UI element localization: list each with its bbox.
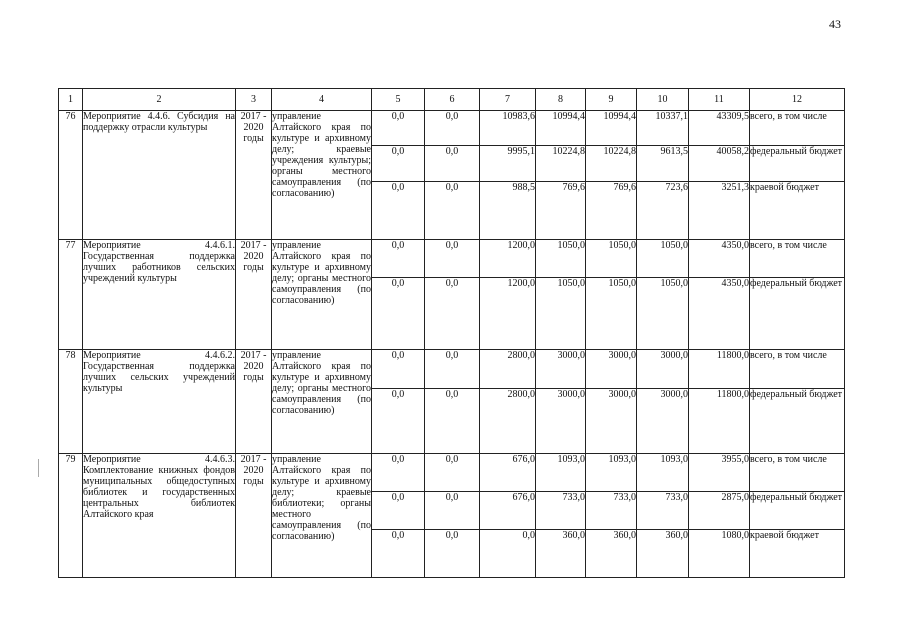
value-cell: 4350,0 (689, 278, 750, 350)
value-cell: 1093,0 (536, 454, 586, 492)
value-cell: 0,0 (425, 240, 480, 278)
value-cell: 676,0 (480, 454, 536, 492)
measure-description: Мероприятие 4.4.6.2. Государственная поддержка лучших сельских учреждений культуры (83, 350, 236, 454)
table-row (59, 240, 845, 278)
funding-source: краевой бюджет (750, 530, 845, 578)
value-cell: 2800,0 (480, 350, 536, 389)
value-cell: 0,0 (425, 530, 480, 578)
header-cell: 6 (425, 89, 480, 111)
period-years: 2017 - 2020 годы (236, 350, 272, 454)
value-cell: 733,0 (536, 492, 586, 530)
value-cell: 10224,8 (536, 146, 586, 182)
value-cell: 0,0 (425, 350, 480, 389)
value-cell: 0,0 (372, 454, 425, 492)
period-years: 2017 - 2020 годы (236, 111, 272, 240)
responsible-executor: управление Алтайского края по культуре и архивному делу; органы местного самоуправления (по согласованию) (272, 240, 372, 350)
value-cell: 40058,2 (689, 146, 750, 182)
responsible-executor: управление Алтайского края по культуре и архивному делу; органы местного самоуправления (по согласованию) (272, 350, 372, 454)
value-cell: 988,5 (480, 182, 536, 240)
value-cell: 1200,0 (480, 278, 536, 350)
value-cell: 1080,0 (689, 530, 750, 578)
value-cell: 1050,0 (536, 240, 586, 278)
value-cell: 2800,0 (480, 389, 536, 454)
value-cell: 3000,0 (536, 350, 586, 389)
header-cell: 7 (480, 89, 536, 111)
measure-description: Мероприятие 4.4.6. Субсидия на поддержку отрасли культуры (83, 111, 236, 240)
value-cell: 3000,0 (586, 389, 637, 454)
value-cell: 0,0 (425, 454, 480, 492)
value-cell: 3000,0 (536, 389, 586, 454)
scan-mark (38, 459, 39, 477)
value-cell: 10224,8 (586, 146, 637, 182)
header-row (59, 89, 845, 111)
value-cell: 10994,4 (536, 111, 586, 146)
value-cell: 0,0 (372, 240, 425, 278)
value-cell: 1050,0 (536, 278, 586, 350)
value-cell: 3000,0 (637, 350, 689, 389)
funding-source: федеральный бюджет (750, 278, 845, 350)
header-cell: 3 (236, 89, 272, 111)
value-cell: 769,6 (536, 182, 586, 240)
value-cell: 723,6 (637, 182, 689, 240)
value-cell: 3000,0 (637, 389, 689, 454)
value-cell: 0,0 (425, 492, 480, 530)
measure-description: Мероприятие 4.4.6.3. Комплектование книжных фондов муниципальных общедоступных библиотек и государственных центральных библиотек Алтайского края (83, 454, 236, 578)
row-number: 77 (59, 240, 83, 350)
value-cell: 10994,4 (586, 111, 637, 146)
header-cell: 4 (272, 89, 372, 111)
value-cell: 1200,0 (480, 240, 536, 278)
value-cell: 769,6 (586, 182, 637, 240)
header-cell: 2 (83, 89, 236, 111)
value-cell: 1093,0 (637, 454, 689, 492)
value-cell: 0,0 (372, 389, 425, 454)
value-cell: 4350,0 (689, 240, 750, 278)
value-cell: 0,0 (372, 492, 425, 530)
value-cell: 0,0 (425, 182, 480, 240)
value-cell: 11800,0 (689, 350, 750, 389)
value-cell: 0,0 (425, 111, 480, 146)
responsible-executor: управление Алтайского края по культуре и архивному делу; краевые библиотеки; органы местного самоуправления (по согласованию) (272, 454, 372, 578)
page-number: 43 (829, 17, 841, 31)
header-cell: 8 (536, 89, 586, 111)
table-row (59, 111, 845, 146)
value-cell: 0,0 (372, 530, 425, 578)
header-cell: 11 (689, 89, 750, 111)
value-cell: 360,0 (637, 530, 689, 578)
value-cell: 0,0 (372, 111, 425, 146)
funding-source: федеральный бюджет (750, 146, 845, 182)
value-cell: 3251,3 (689, 182, 750, 240)
value-cell: 733,0 (637, 492, 689, 530)
funding-source: всего, в том числе (750, 454, 845, 492)
funding-source: федеральный бюджет (750, 492, 845, 530)
value-cell: 1093,0 (586, 454, 637, 492)
value-cell: 9995,1 (480, 146, 536, 182)
period-years: 2017 - 2020 годы (236, 240, 272, 350)
value-cell: 676,0 (480, 492, 536, 530)
header-cell: 10 (637, 89, 689, 111)
measure-description: Мероприятие 4.4.6.1. Государственная поддержка лучших работников сельских учреждений культуры (83, 240, 236, 350)
funding-source: всего, в том числе (750, 240, 845, 278)
value-cell: 11800,0 (689, 389, 750, 454)
funding-source: всего, в том числе (750, 350, 845, 389)
value-cell: 360,0 (536, 530, 586, 578)
value-cell: 3955,0 (689, 454, 750, 492)
value-cell: 1050,0 (586, 278, 637, 350)
value-cell: 733,0 (586, 492, 637, 530)
value-cell: 0,0 (372, 182, 425, 240)
value-cell: 43309,5 (689, 111, 750, 146)
value-cell: 2875,0 (689, 492, 750, 530)
value-cell: 0,0 (372, 350, 425, 389)
value-cell: 10983,6 (480, 111, 536, 146)
budget-table (58, 88, 845, 578)
value-cell: 0,0 (425, 389, 480, 454)
value-cell: 0,0 (480, 530, 536, 578)
funding-source: краевой бюджет (750, 182, 845, 240)
value-cell: 1050,0 (586, 240, 637, 278)
header-cell: 5 (372, 89, 425, 111)
value-cell: 0,0 (425, 278, 480, 350)
value-cell: 1050,0 (637, 240, 689, 278)
period-years: 2017 - 2020 годы (236, 454, 272, 578)
value-cell: 0,0 (372, 278, 425, 350)
table-row (59, 454, 845, 492)
value-cell: 9613,5 (637, 146, 689, 182)
responsible-executor: управление Алтайского края по культуре и архивному делу; краевые учреждения культуры; органы местного самоуправления (по согласованию) (272, 111, 372, 240)
row-number: 78 (59, 350, 83, 454)
value-cell: 3000,0 (586, 350, 637, 389)
value-cell: 0,0 (425, 146, 480, 182)
header-cell: 1 (59, 89, 83, 111)
header-cell: 9 (586, 89, 637, 111)
value-cell: 360,0 (586, 530, 637, 578)
value-cell: 10337,1 (637, 111, 689, 146)
value-cell: 0,0 (372, 146, 425, 182)
funding-source: всего, в том числе (750, 111, 845, 146)
row-number: 76 (59, 111, 83, 240)
table-row (59, 350, 845, 389)
funding-source: федеральный бюджет (750, 389, 845, 454)
value-cell: 1050,0 (637, 278, 689, 350)
header-cell: 12 (750, 89, 845, 111)
row-number: 79 (59, 454, 83, 578)
